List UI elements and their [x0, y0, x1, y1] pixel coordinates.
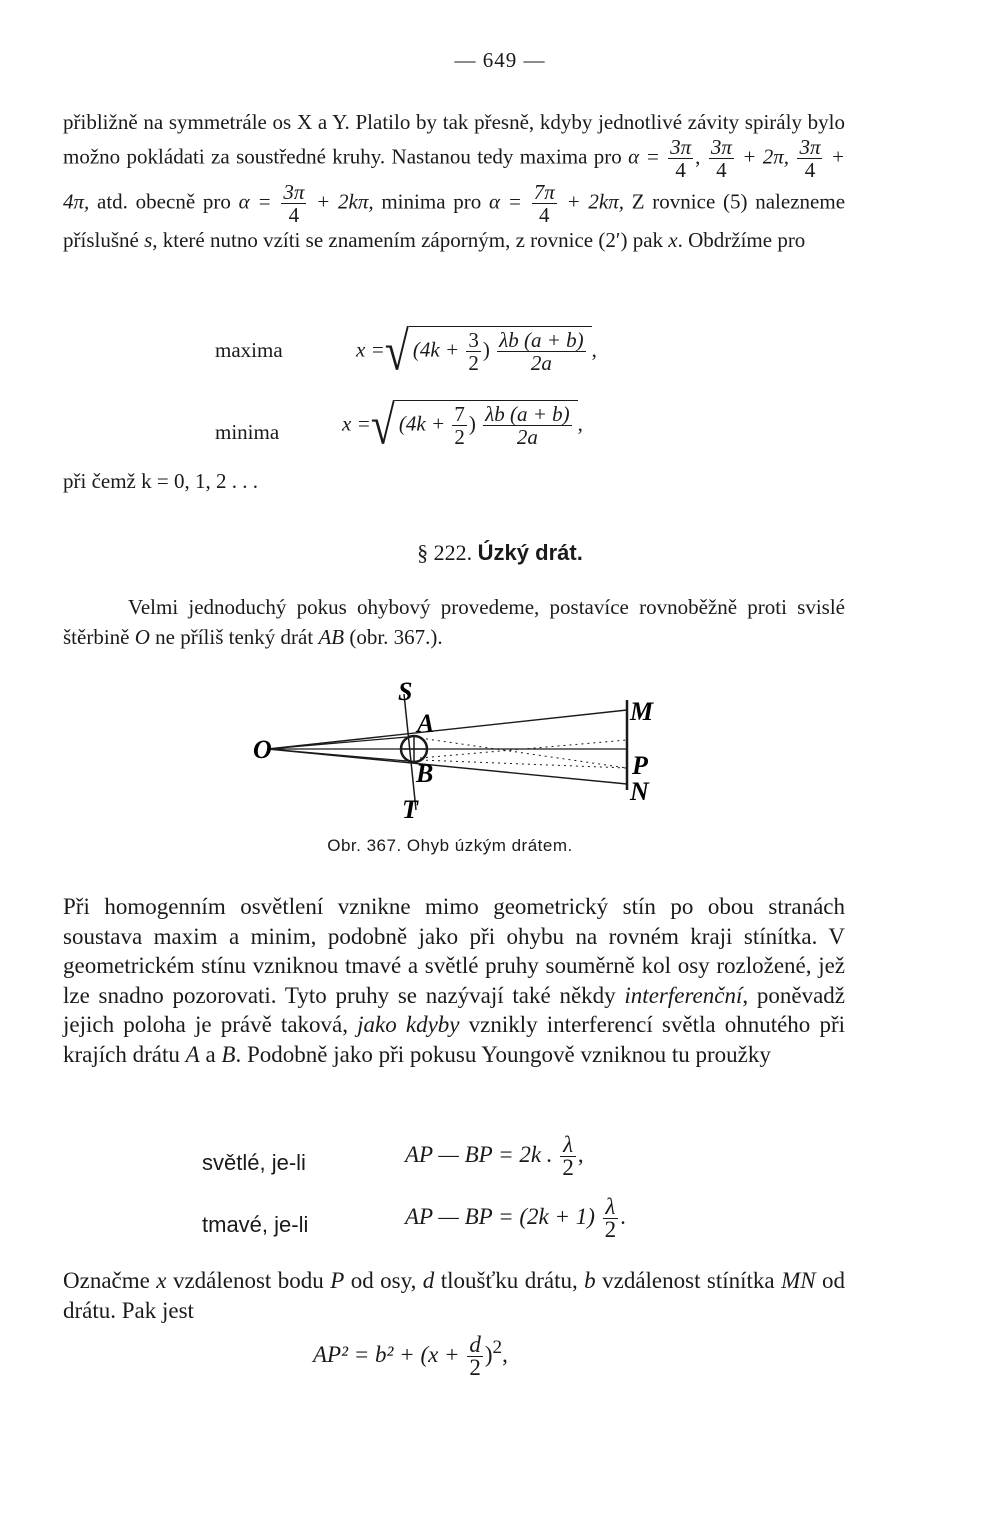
intro-paragraph: přibližně na symmetrále os X a Y. Platilo by tak přesně, kdyby jednotlivé závity spirály bylo možno pokládati za soustředné kruhy. Nastanou tedy maxima pro α = $\frac{3\pi}{4}$ , $\frac{3\pi}{4}$ + 2π, $\frac{3\pi}{4}$ + 4π, atd. obecně pro α = $\frac{3\pi}{4}$ + 2kπ, minima pro α = $\frac{7\pi}{4}$ + 2kπ, Z rovnice (5) nalezneme příslušné s, které nutno vzíti se znamením záporným, z rovnice (2′) pak x. Obdržíme pro — [63, 110, 846, 252]
minima-label: minima — [215, 420, 280, 444]
paragraph-definitions: Označme x vzdálenost bodu P od osy, d tloušťku drátu, b vzdálenost stínítka MN od drátu. Pak jest — [63, 1268, 846, 1323]
fraction-7pi-4: $\frac{7\pi}{4}$ — [533, 180, 555, 227]
page-number: — 649 — — [454, 48, 546, 72]
label-O: O — [253, 735, 272, 764]
fraction-3pi-4-b: $\frac{3\pi}{4}$ — [710, 135, 732, 182]
label-A: A — [417, 709, 435, 738]
section-title: Úzký drát. — [477, 540, 583, 565]
fraction-3pi-4-c: $\frac{3\pi}{4}$ — [799, 135, 821, 182]
fraction-3pi-4-d: $\frac{3\pi}{4}$ — [283, 180, 305, 227]
final-equation: AP² = b² + (x + $\frac{d}{2}$ )$^2$, — [313, 1332, 508, 1380]
section-heading — [0, 540, 1000, 566]
minima-formula: x =√ (4k + $\frac{7}{2}$ ) $\frac{\lambda b (a + b)}{2a}$ , — [342, 394, 583, 456]
figure-caption: Obr. 367. Ohyb úzkým drátem. — [327, 836, 573, 855]
fraction-3pi-4: $\frac{3\pi}{4}$ — [670, 135, 692, 182]
figure-wire-diffraction — [0, 670, 1000, 835]
intro-text-1: přibližně na symmetrále os X a Y. Platilo by tak přesně, kdyby jednotlivé závity spirály bylo možno pokládati za soustředné kruhy. Nastanou tedy maxima pro — [63, 110, 845, 169]
maxima-label: maxima — [215, 338, 283, 362]
label-B: B — [416, 759, 434, 788]
paragraph-homogeneous: Při homogenním osvětlení vznikne mimo geometrický stín po obou stranách soustava maxim a minim, podobně jako při ohybu na rovném kraji stínítka. V geometrickém stínu vzniknou tmavé a světlé pruhy souměrně kol osy rozložené, jež lze snadno pozorovati. Tyto pruhy se nazývají také někdy interferenční, poněvadž jejich poloha je právě taková, jako kdyby vznikly interferencí světla ohnutého při krajích drátu A a B. Podobně jako při pokusu Youngově vzniknou tu proužky — [63, 894, 845, 1067]
maxima-formula: x =√ (4k + $\frac{3}{2}$ ) $\frac{\lambda b (a + b)}{2a}$ , — [356, 320, 597, 382]
paragraph-experiment: Velmi jednoduchý pokus ohybový provedeme, postavíce rovnoběžně proti svislé štěrbině O ne příliš tenký drát AB (obr. 367.). — [63, 595, 845, 649]
label-T: T — [402, 795, 418, 824]
light-condition: AP — BP = 2k . $\frac{\lambda}{2}$ , — [405, 1132, 584, 1180]
dark-label: tmavé, je-li — [202, 1212, 309, 1237]
ray-upper — [268, 710, 627, 749]
section-number: § 222. — [417, 540, 473, 565]
label-M: M — [630, 697, 654, 726]
label-N: N — [630, 777, 649, 806]
light-label: světlé, je-li — [202, 1150, 306, 1175]
label-S: S — [398, 677, 413, 706]
alpha-equals: α = — [628, 144, 660, 169]
k-values: při čemž k = 0, 1, 2 . . . — [63, 469, 258, 493]
label-P: P — [632, 751, 648, 780]
dark-condition: AP — BP = (2k + 1) $\frac{\lambda}{2}$ . — [405, 1194, 626, 1242]
